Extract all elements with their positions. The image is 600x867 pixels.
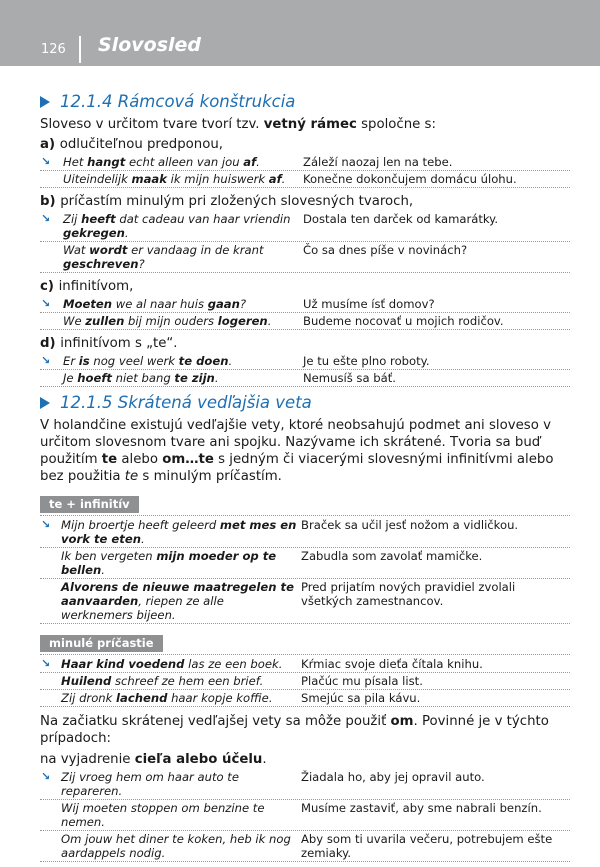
example-row [40, 211, 570, 242]
section-heading-1215 [40, 393, 570, 412]
arrow-icon: ↘ [41, 518, 51, 531]
bold-text: gaan [207, 297, 240, 311]
bold-text: te zijn [174, 371, 215, 385]
slovak-translation: Smejúc sa pila kávu. [301, 691, 421, 705]
text-run: Zij [63, 212, 82, 226]
arrow-icon: ↘ [41, 354, 51, 367]
text-run: niet bang [111, 371, 175, 385]
bold-text: logeren [217, 314, 268, 328]
bold-text: af [243, 155, 257, 169]
bold-text: Alvorens de nieuwe maatregelen te aanvaarden [61, 580, 294, 608]
italic-text: te [124, 469, 139, 484]
arrow-icon [40, 801, 61, 829]
example-row [40, 353, 570, 370]
text-run: Om jouw het diner te koken, heb ik nog aardappels nodig. [61, 832, 291, 860]
arrow-icon [40, 549, 61, 577]
chapter-title: Slovosled [98, 34, 201, 56]
slovak-translation: Nemusíš sa báť. [303, 371, 396, 385]
slovak-translation: Záleží naozaj len na tebe. [303, 155, 453, 169]
section-title: 12.1.4 Rámcová konštrukcia [60, 92, 296, 111]
text-run: . [256, 155, 260, 169]
example-row [40, 769, 570, 800]
examples-te-infinitive [40, 517, 570, 624]
group-text: odlučiteľnou predponou, [59, 137, 224, 152]
dutch-example [61, 832, 301, 860]
text-run: Zij dronk [61, 691, 117, 705]
intro-paragraph [40, 116, 570, 133]
bold-text: gekregen [63, 226, 125, 240]
slovak-translation: Plačúc mu písala list. [301, 674, 423, 688]
slovak-translation: Braček sa učil jesť nožom a vidličkou. [301, 518, 519, 532]
dutch-example [61, 580, 301, 622]
label-rule [40, 515, 570, 516]
example-row [40, 517, 570, 548]
dutch-example [63, 155, 303, 169]
example-row [40, 673, 570, 690]
arrow-icon [40, 691, 61, 705]
example-row [40, 831, 570, 862]
text-run: Ik ben vergeten [61, 549, 157, 563]
intro-text-end: spoločne s: [356, 117, 436, 132]
dutch-example [61, 657, 301, 671]
group-text: infinitívom s „te“. [60, 336, 178, 351]
text-run: Mijn broertje heeft geleerd [61, 518, 220, 532]
arrow-icon: ↘ [41, 212, 51, 225]
dutch-example [61, 518, 301, 546]
text-run: Er [63, 354, 79, 368]
page-content [40, 90, 570, 867]
example-row [40, 171, 570, 188]
dutch-example [63, 354, 303, 368]
text-run: . [101, 563, 105, 577]
bold-text: te doen [178, 354, 229, 368]
text-run: Zij vroeg hem om haar auto te repareren. [61, 770, 239, 798]
slovak-translation: Dostala ten darček od kamarátky. [303, 212, 499, 226]
bold-text: Huilend [61, 674, 112, 688]
dutch-example [63, 243, 303, 271]
label-te-infinitive: te + infinitív [40, 496, 139, 513]
triangle-bullet-icon [40, 96, 50, 108]
example-block [40, 211, 570, 273]
text-run: Het [63, 155, 88, 169]
bold-text: mijn moeder op te bellen [61, 549, 277, 577]
dutch-example [61, 770, 301, 798]
label-past-participle: minulé príčastie [40, 635, 163, 652]
text-run: . [140, 532, 145, 546]
dutch-example [63, 371, 303, 385]
text-run: . [281, 172, 286, 186]
text-run: ik mijn huiswerk [166, 172, 269, 186]
text-run: s jedným či viacerými slovesnými infinitívmi alebo bez použitia [40, 452, 554, 484]
text-run: . [228, 354, 233, 368]
slovak-translation: Konečne dokončujem domácu úlohu. [303, 172, 517, 186]
example-row [40, 154, 570, 171]
bold-text: hangt [87, 155, 126, 169]
bold-text: af [268, 172, 282, 186]
text-run: . Povinné je v týchto prípadoch: [40, 714, 549, 746]
text-run: Wat [63, 243, 90, 257]
group-text: infinitívom, [58, 279, 134, 294]
dutch-example [61, 801, 301, 829]
arrow-icon [40, 674, 61, 688]
slovak-translation: Kŕmiac svoje dieťa čítala knihu. [301, 657, 483, 671]
arrow-icon: ↘ [41, 297, 51, 310]
slovak-translation: Aby som ti uvarila večeru, potrebujem ešte zemiaky. [301, 832, 553, 860]
bold-text: met mes en vork te eten [61, 518, 297, 546]
slovak-translation: Už musíme ísť domov? [303, 297, 435, 311]
bold-text: maak [131, 172, 167, 186]
group-letter: c) [40, 279, 59, 294]
purpose-subheading [40, 751, 570, 768]
text-run: . [214, 371, 219, 385]
bold-text: wordt [89, 243, 128, 257]
frame-groups [40, 136, 570, 387]
example-row [40, 296, 570, 313]
header-divider [79, 36, 81, 63]
bold-text: te [101, 452, 118, 467]
text-run: we al naar huis [112, 297, 208, 311]
arrow-icon [40, 371, 63, 385]
bold-text: Moeten [63, 297, 113, 311]
label-rule [40, 654, 570, 655]
dutch-example [61, 549, 301, 577]
group-letter: d) [40, 336, 61, 351]
example-block [40, 154, 570, 188]
text-run: haar kopje koffie. [167, 691, 273, 705]
triangle-bullet-icon [40, 397, 50, 409]
dutch-example [63, 212, 303, 240]
arrow-icon [40, 314, 63, 328]
bold-text: geschreven [63, 257, 139, 271]
group-heading [40, 136, 570, 153]
text-run: schreef ze hem een brief. [111, 674, 264, 688]
bold-text: hoeft [77, 371, 112, 385]
text-run: na vyjadrenie [40, 752, 135, 767]
arrow-icon: ↘ [41, 657, 51, 670]
example-row [40, 242, 570, 273]
slovak-translation: Zabudla som zavolať mamičke. [301, 549, 483, 563]
group-heading [40, 193, 570, 210]
arrow-icon [40, 243, 63, 271]
group-text: príčastím minulým pri zložených slovesných tvaroch, [60, 194, 414, 209]
example-row [40, 370, 570, 387]
example-block [40, 353, 570, 387]
bold-text: heeft [81, 212, 116, 226]
text-run: Na začiatku skrátenej vedľajšej vety sa môže použiť [40, 714, 391, 729]
text-run: V holandčine existujú vedľajšie vety, ktoré neobsahujú podmet ani sloveso v určitom slovesnom tvare ani spojku. Nazývame ich skrátené. Tvoria sa buď použitím [40, 418, 551, 467]
bold-text: cieľa alebo účelu [134, 752, 263, 767]
bold-text: Haar kind voedend [61, 657, 185, 671]
text-run: echt alleen van jou [125, 155, 244, 169]
group-letter: b) [40, 194, 61, 209]
group-heading [40, 278, 570, 295]
text-run: . [262, 752, 267, 767]
example-block [40, 296, 570, 330]
text-run: s minulým príčastím. [138, 469, 282, 484]
dutch-example [63, 172, 303, 186]
text-run: dat cadeau van haar vriendin [115, 212, 291, 226]
arrow-icon: ↘ [41, 770, 51, 783]
text-run: er vandaag in de krant [127, 243, 264, 257]
text-run: las ze een boek. [184, 657, 283, 671]
om-paragraph [40, 713, 570, 747]
example-row [40, 690, 570, 707]
slovak-translation: Žiadala ho, aby jej opravil auto. [301, 770, 485, 784]
slovak-translation: Pred prijatím nových pravidiel zvolali všetkých zamestnancov. [301, 580, 516, 608]
section-title: 12.1.5 Skrátená vedľajšia veta [60, 393, 312, 412]
example-row [40, 800, 570, 831]
bold-text: is [78, 354, 90, 368]
dutch-example [61, 691, 301, 705]
text-run: . [267, 314, 272, 328]
section-heading-1214 [40, 92, 570, 111]
dutch-example [63, 314, 303, 328]
group-letter: a) [40, 137, 60, 152]
text-run: We [63, 314, 86, 328]
text-run: Wij moeten stoppen om benzine te nemen. [61, 801, 265, 829]
example-row [40, 656, 570, 673]
text-run: Uiteindelijk [63, 172, 132, 186]
slovak-translation: Je tu ešte plno roboty. [303, 354, 430, 368]
text-run: , riepen ze alle werknemers bijeen. [61, 594, 224, 622]
text-run: ? [138, 257, 145, 271]
dutch-example [61, 674, 301, 688]
text-run: . [124, 226, 129, 240]
slovak-translation: Musíme zastaviť, aby sme nabrali benzín. [301, 801, 542, 815]
text-run: Je [63, 371, 78, 385]
group-heading [40, 335, 570, 352]
arrow-icon [40, 832, 61, 860]
shortened-clause-paragraph [40, 417, 570, 485]
bold-text: om [390, 714, 414, 729]
text-run: alebo [117, 452, 163, 467]
example-row [40, 579, 570, 624]
bold-text: lachend [116, 691, 168, 705]
arrow-icon: ↘ [41, 155, 51, 168]
text-run: nog veel werk [89, 354, 179, 368]
example-row [40, 313, 570, 330]
arrow-icon [40, 172, 63, 186]
page-header [0, 0, 600, 66]
intro-text: Sloveso v určitom tvare tvorí tzv. [40, 117, 264, 132]
bold-text: zullen [85, 314, 125, 328]
examples-purpose [40, 769, 570, 862]
slovak-translation: Čo sa dnes píše v novinách? [303, 243, 468, 257]
intro-term: vetný rámec [263, 117, 357, 132]
example-row [40, 548, 570, 579]
text-run: ? [239, 297, 247, 311]
text-run: bij mijn ouders [124, 314, 218, 328]
examples-past-participle [40, 656, 570, 707]
page-number: 126 [41, 42, 66, 57]
bold-text: om…te [162, 452, 214, 467]
dutch-example [63, 297, 303, 311]
arrow-icon [40, 580, 61, 622]
slovak-translation: Budeme nocovať u mojich rodičov. [303, 314, 504, 328]
